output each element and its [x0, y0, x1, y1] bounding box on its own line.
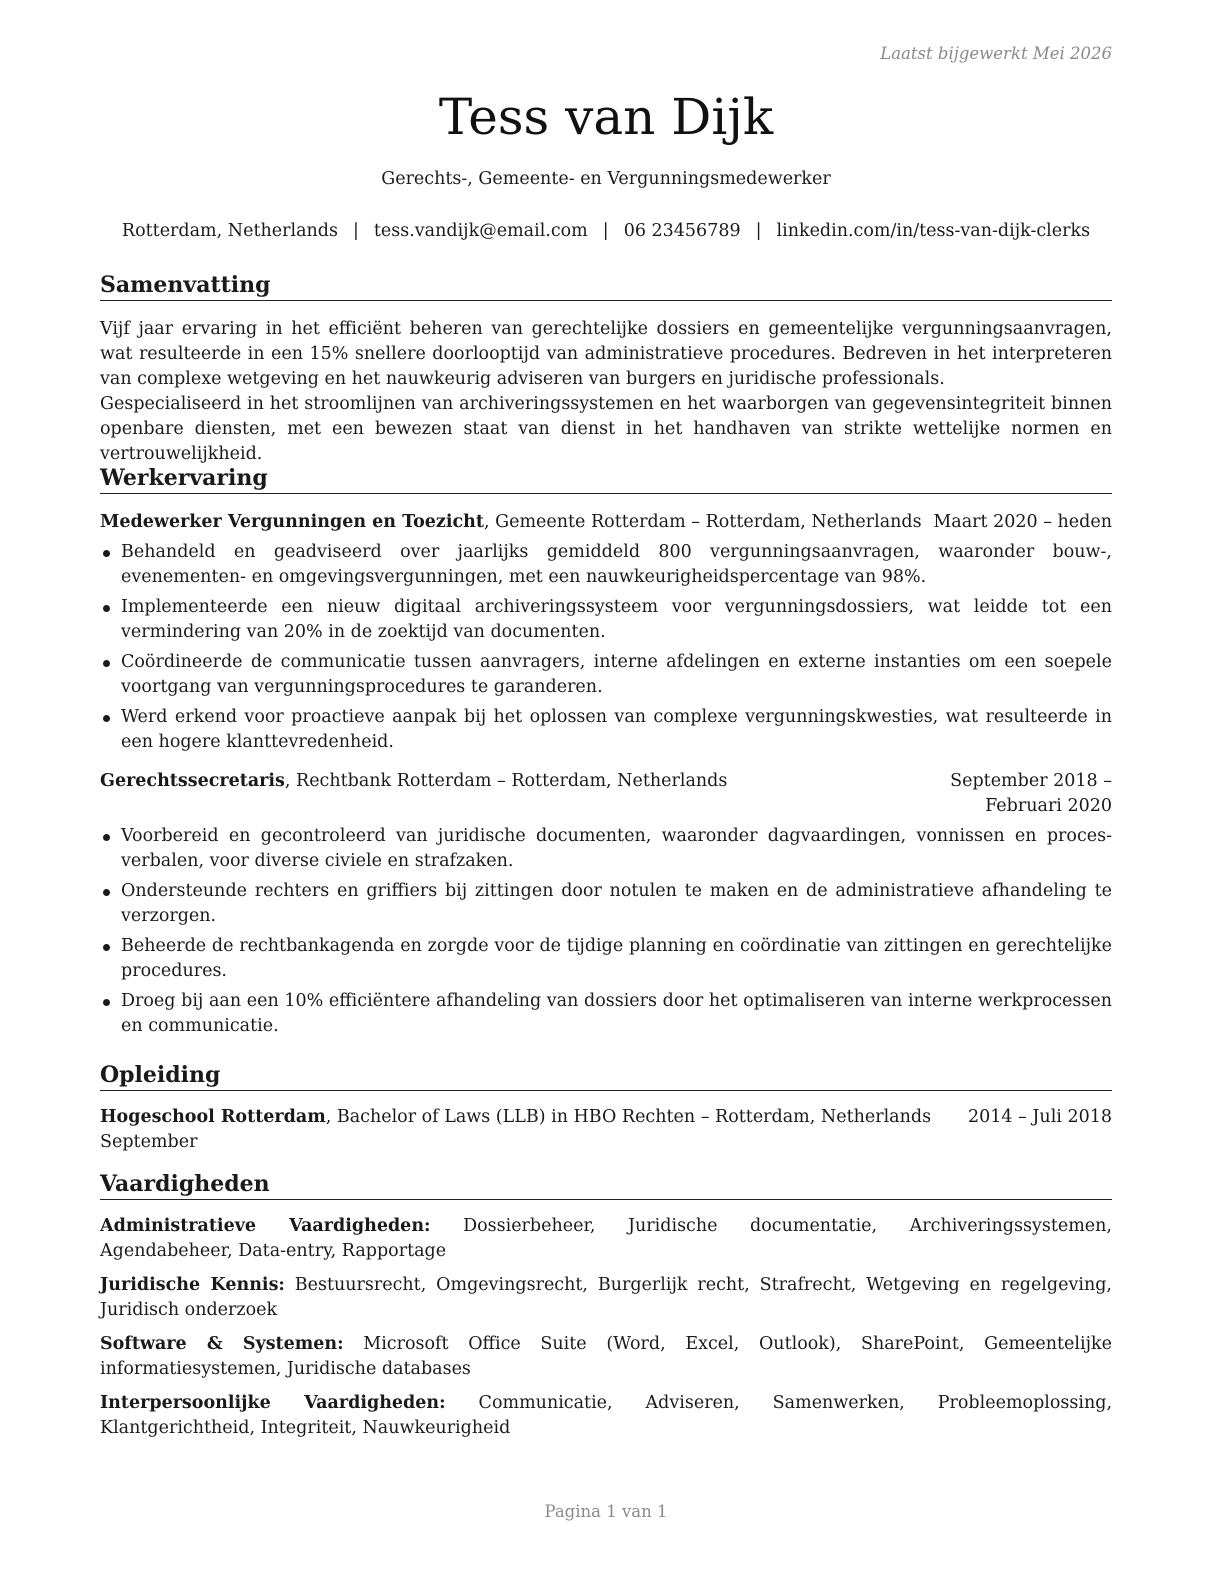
contact-separator: | [352, 221, 359, 241]
bullet-icon [103, 715, 110, 722]
skill-label: Interpersoonlijke Vaardigheden: [100, 1393, 446, 1413]
job-title: Gerechts-, Gemeente- en Vergunningsmedewerker [381, 169, 831, 189]
page-number: Pagina 1 van 1 [544, 1502, 668, 1521]
contact-separator: | [602, 221, 609, 241]
skill-text: Dossierbeheer, Juridische documentatie, Archiveringssystemen, Agendabeheer, Data-entry, Rapportage [100, 1216, 1112, 1261]
candidate-name: Tess van Dijk [438, 88, 774, 146]
job-dates: Maart 2020 – heden [933, 512, 1112, 532]
job-header [100, 510, 1112, 535]
skill-label: Software & Systemen: [100, 1334, 344, 1354]
job-bullet: Voorbereid en gecontroleerd van juridische documenten, waaronder dagvaardingen, vonnissen en proces-verbalen, voor diverse civiele en strafzaken. [100, 824, 1112, 874]
job-organization: , Gemeente Rotterdam – Rotterdam, Netherlands [483, 512, 922, 532]
skill-group [100, 1332, 1112, 1382]
summary-section [100, 271, 1112, 467]
education-section [100, 1061, 1112, 1155]
skill-group [100, 1391, 1112, 1441]
section-title-education: Opleiding [100, 1061, 1112, 1091]
job-header [100, 769, 1112, 819]
education-entry [100, 1105, 1112, 1155]
summary-paragraph: Vijf jaar ervaring in het efficiënt beheren van gerechtelijke dossiers en gemeentelijke vergunningsaanvragen, wat resulteerde in een 15% snellere doorlooptijd van administratieve procedures. Bedreven in het interpreteren van complexe wetgeving en het nauwkeurig adviseren van burgers en juridische professionals. [100, 319, 1112, 389]
contact-location: Rotterdam, Netherlands [121, 221, 338, 241]
education-dates: 2014 – Juli 2018 [968, 1107, 1112, 1127]
skill-label: Juridische Kennis: [100, 1275, 285, 1295]
bullet-icon [103, 834, 110, 841]
contact-line [78, 220, 1134, 242]
education-school: Hogeschool Rotterdam [100, 1107, 326, 1127]
education-degree: , Bachelor of Laws (LLB) in HBO Rechten – Rotterdam, Netherlands September [100, 1107, 932, 1152]
job-bullet: Droeg bij aan een 10% efficiëntere afhandeling van dossiers door het optimaliseren van interne werkprocessen en communicatie. [100, 989, 1112, 1039]
last-updated: Laatst bijgewerkt Mei 2026 [880, 44, 1112, 63]
summary-paragraph: Gespecialiseerd in het stroomlijnen van archiveringssystemen en het waarborgen van gegevensintegriteit binnen openbare diensten, met een bewezen staat van dienst in het handhaven van strikte wettelijke normen en vertrouwelijkheid. [100, 394, 1112, 464]
section-title-summary: Samenvatting [100, 271, 1112, 301]
contact-linkedin[interactable]: linkedin.com/in/tess-van-dijk-clerks [776, 221, 1091, 241]
job-bullet: Behandeld en geadviseerd over jaarlijks gemiddeld 800 vergunningsaanvragen, waaronder bouw-, evenementen- en omgevingsvergunningen, met een nauwkeurigheidspercentage van 98%. [100, 540, 1112, 590]
skills-section [100, 1170, 1112, 1450]
skill-group [100, 1214, 1112, 1264]
bullet-icon [103, 889, 110, 896]
contact-email[interactable]: tess.vandijk@email.com [373, 221, 588, 241]
job-organization: , Rechtbank Rotterdam – Rotterdam, Netherlands [284, 771, 728, 791]
experience-section [100, 464, 1112, 1044]
skill-label: Administratieve Vaardigheden: [100, 1216, 431, 1236]
contact-separator: | [755, 221, 762, 241]
job-dates: September 2018 – Februari 2020 [950, 771, 1112, 816]
bullet-icon [103, 660, 110, 667]
section-title-experience: Werkervaring [100, 464, 1112, 494]
bullet-icon [103, 605, 110, 612]
bullet-icon [103, 999, 110, 1006]
job-bullet: Implementeerde een nieuw digitaal archiveringssysteem voor vergunningsdossiers, wat leidde tot een vermindering van 20% in de zoektijd van documenten. [100, 595, 1112, 645]
job-bullet: Coördineerde de communicatie tussen aanvragers, interne afdelingen en externe instanties om een soepele voortgang van vergunningsprocedures te garanderen. [100, 650, 1112, 700]
job-bullet: Beheerde de rechtbankagenda en zorgde voor de tijdige planning en coördinatie van zittingen en gerechtelijke procedures. [100, 934, 1112, 984]
job-bullet: Ondersteunde rechters en griffiers bij zittingen door notulen te maken en de administratieve afhandeling te verzorgen. [100, 879, 1112, 929]
resume-page [100, 0, 1112, 1584]
contact-phone: 06 23456789 [623, 221, 741, 241]
skill-text: Communicatie, Adviseren, Samenwerken, Probleemoplossing, Klantgerichtheid, Integriteit, Nauwkeurigheid [100, 1393, 1113, 1438]
job-entry [100, 769, 1112, 1039]
section-title-skills: Vaardigheden [100, 1170, 1112, 1200]
bullet-icon [103, 550, 110, 557]
job-role: Medewerker Vergunningen en Toezicht [100, 512, 484, 532]
bullet-icon [103, 944, 110, 951]
job-entry [100, 510, 1112, 755]
job-bullet: Werd erkend voor proactieve aanpak bij het oplossen van complexe vergunningskwesties, wat resulteerde in een hogere klanttevredenheid. [100, 705, 1112, 755]
job-role: Gerechtssecretaris [100, 771, 285, 791]
skill-text: Microsoft Office Suite (Word, Excel, Outlook), SharePoint, Gemeentelijke informatiesystemen, Juridische databases [100, 1334, 1112, 1379]
skill-group [100, 1273, 1112, 1323]
skill-text: Bestuursrecht, Omgevingsrecht, Burgerlijk recht, Strafrecht, Wetgeving en regelgeving, Juridisch onderzoek [100, 1275, 1112, 1320]
